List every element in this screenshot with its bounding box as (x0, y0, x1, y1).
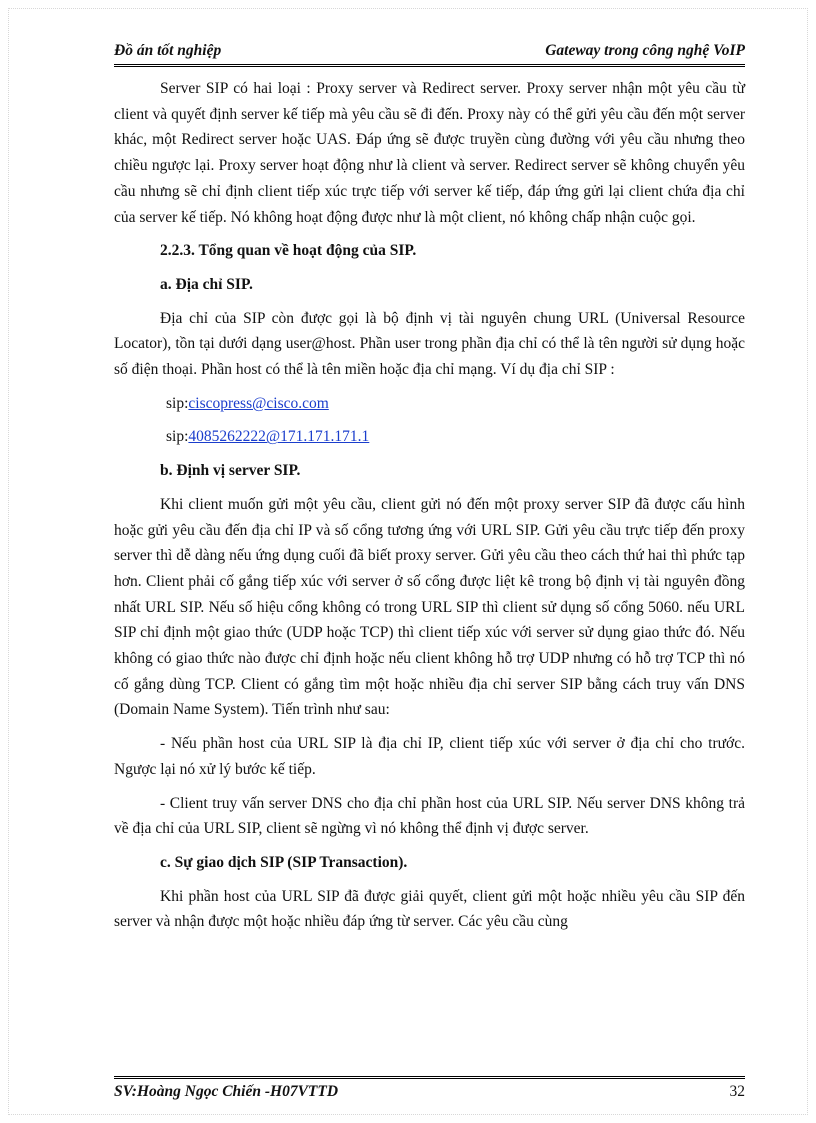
document-body (114, 76, 745, 935)
sip-example-1-prefix: sip: (166, 394, 189, 412)
sip-example-2 (114, 424, 745, 450)
paragraph-step-1: - Nếu phần host của URL SIP là địa chỉ IP, client tiếp xúc với server ở địa chỉ cho trước. Ngược lại nó xử lý bước kế tiếp. (114, 735, 745, 778)
section-heading-2-2-3: 2.2.3. Tổng quan về hoạt động của SIP. (160, 242, 417, 260)
sip-example-1 (114, 391, 745, 417)
page-footer (114, 1076, 745, 1103)
subsection-heading-a: a. Địa chỉ SIP. (160, 275, 253, 293)
sip-example-2-link[interactable]: 4085262222@171.171.171.1 (188, 428, 370, 446)
sip-example-2-prefix: sip: (166, 428, 189, 446)
paragraph-locate-server: Khi client muốn gửi một yêu cầu, client gửi nó đến một proxy server SIP đã được cấu hình hoặc gửi yêu cầu đến địa chỉ IP và số cổng tương ứng với URL SIP. Gửi yêu cầu trực tiếp đến proxy server thì dễ dàng nếu ứng dụng cuối đã biết proxy server. Gửi yêu cầu theo cách thứ hai thì phức tạp hơn. Client phải cố gắng tiếp xúc với server ở số cổng được liệt kê trong bộ định vị tài nguyên đồng nhất URL SIP. Nếu số hiệu cổng không có trong URL SIP thì client sử dụng số cổng 5060. nếu URL SIP chỉ định một giao thức (UDP hoặc TCP) thì client tiếp xúc với server sử dụng giao thức đó. Nếu không có giao thức nào được chỉ định hoặc nếu client không hỗ trợ UDP nhưng có hỗ trợ TCP thì nó cố gắng dùng TCP. Client có gắng tìm một hoặc nhiều địa chỉ server SIP bằng cách truy vấn DNS (Domain Name System). Tiến trình như sau: (114, 495, 745, 719)
footer-author: SV:Hoàng Ngọc Chiến -H07VTTD (114, 1083, 339, 1100)
header-left-title: Đồ án tốt nghiệp (114, 42, 222, 59)
page-number: 32 (729, 1083, 745, 1100)
paragraph-server-types: Server SIP có hai loại : Proxy server và Redirect server. Proxy server nhận một yêu cầu từ client và quyết định server kế tiếp mà yêu cầu sẽ đi đến. Proxy này có thể gửi yêu cầu đến một server khác, một Redirect server hoặc UAS. Đáp ứng sẽ được truyền cùng đường với yêu cầu nhưng theo chiều ngược lại. Proxy server hoạt động như là client và server. Redirect server sẽ không chuyển yêu cầu nhưng sẽ chỉ định client tiếp xúc trực tiếp với server kế tiếp, đáp ứng gửi lại client chứa địa chỉ của server kế tiếp. Nó không hoạt động được như là một client, nó không chấp nhận cuộc gọi. (114, 80, 745, 226)
sip-example-1-link[interactable]: ciscopress@cisco.com (188, 394, 329, 412)
header-right-title: Gateway trong công nghệ VoIP (545, 42, 745, 59)
page-header (114, 36, 745, 67)
subsection-heading-c: c. Sự giao dịch SIP (SIP Transaction). (160, 853, 408, 871)
subsection-heading-b: b. Định vị server SIP. (160, 462, 301, 480)
paragraph-sip-transaction: Khi phần host của URL SIP đã được giải quyết, client gửi một hoặc nhiều yêu cầu SIP đến server và nhận được một hoặc nhiều đáp ứng từ server. Các yêu cầu cùng (114, 887, 745, 931)
paragraph-sip-address: Địa chỉ của SIP còn được gọi là bộ định vị tài nguyên chung URL (Universal Resource Locator), tồn tại dưới dạng user@host. Phần user trong phần địa chỉ có thể là tên người sử dụng hoặc số điện thoại. Phần host có thể là tên miền hoặc địa chỉ mạng. Ví dụ địa chỉ SIP : (114, 309, 745, 379)
paragraph-step-2: - Client truy vấn server DNS cho địa chỉ phần host của URL SIP. Nếu server DNS không trả về địa chỉ của URL SIP, client sẽ ngừng vì nó không thể định vị được server. (114, 794, 745, 838)
